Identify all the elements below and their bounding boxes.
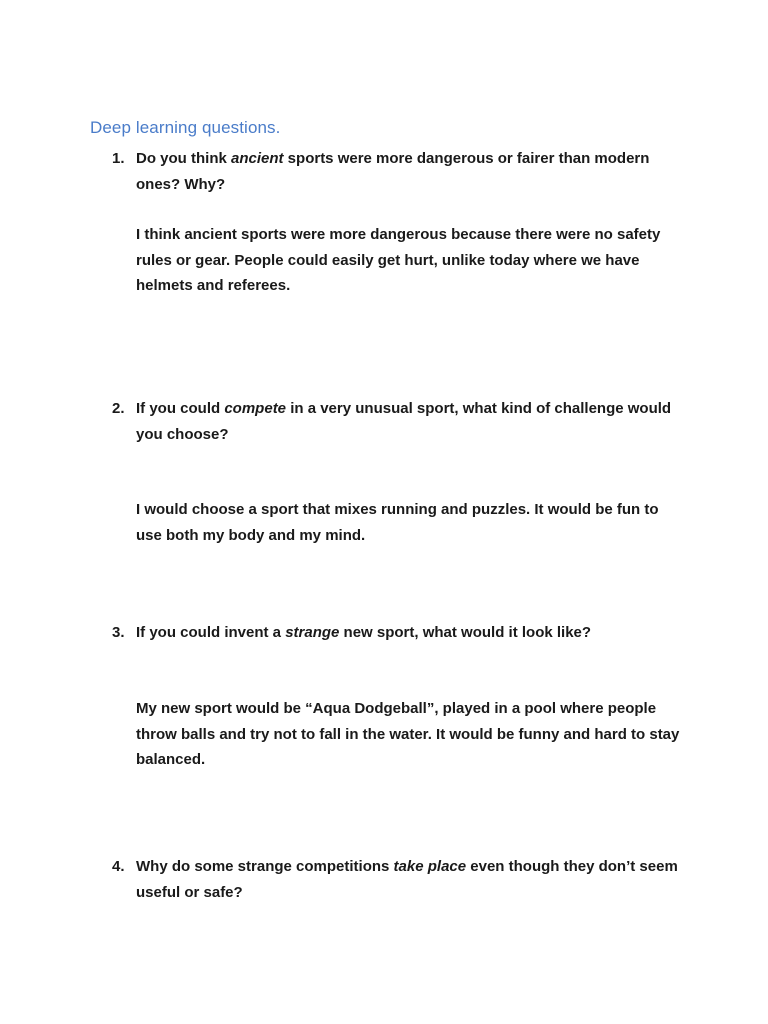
question-number: 2. [112,400,125,417]
answer-text: I think ancient sports were more dangerous because there were no safety rules or gear. People could easily get hurt, unlike today where we have helmets and referees. [136,226,661,294]
answer-text: I would choose a sport that mixes running and puzzles. It would be fun to use both my body and my mind. [136,501,659,544]
question-keyword: ancient [231,150,284,167]
question-item-3 [112,620,692,768]
question-item-4 [112,854,692,905]
question-keyword: strange [285,624,340,641]
question-text: If you could compete in a very unusual sport, what kind of challenge would you choose? [136,400,672,443]
question-number: 4. [112,858,125,875]
question-text: Why do some strange competitions take place even though they don’t seem useful or safe? [136,858,678,901]
question-item-2 [112,396,692,544]
question-number: 3. [112,624,125,641]
question-keyword: compete [224,400,287,417]
question-number: 1. [112,150,125,167]
answer-text: My new sport would be “Aqua Dodgeball”, played in a pool where people throw balls and try not to fall in the water. It would be funny and hard to stay balanced. [136,700,680,768]
question-text: Do you think ancient sports were more dangerous or fairer than modern ones? Why? [136,150,650,193]
question-keyword: take place [393,858,467,875]
document-heading: Deep learning questions. [90,118,281,137]
question-text: If you could invent a strange new sport, what would it look like? [136,624,592,641]
question-item-1 [112,146,692,294]
